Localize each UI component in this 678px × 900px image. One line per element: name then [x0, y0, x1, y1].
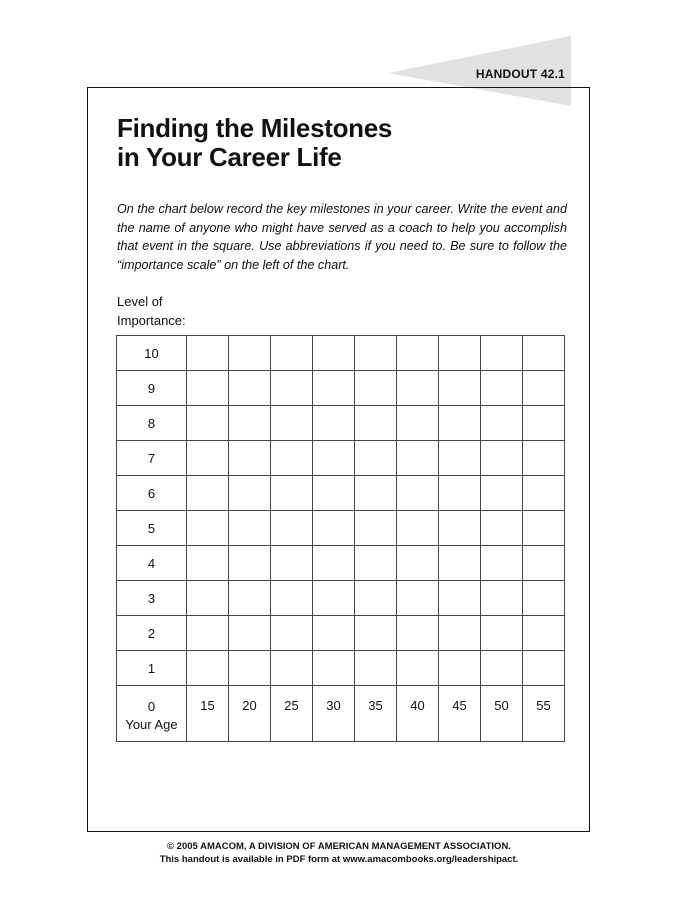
milestone-cell[interactable]	[439, 581, 481, 616]
milestone-cell[interactable]	[439, 511, 481, 546]
milestone-cell[interactable]	[397, 476, 439, 511]
milestone-cell[interactable]	[355, 546, 397, 581]
importance-row	[117, 406, 565, 441]
milestone-cell[interactable]	[481, 616, 523, 651]
milestone-cell[interactable]	[271, 336, 313, 371]
milestone-cell[interactable]	[439, 476, 481, 511]
milestone-cell[interactable]	[271, 406, 313, 441]
milestone-cell[interactable]	[187, 581, 229, 616]
milestone-cell[interactable]	[229, 371, 271, 406]
milestone-cell[interactable]	[313, 511, 355, 546]
milestone-cell[interactable]	[439, 616, 481, 651]
milestone-cell[interactable]	[397, 581, 439, 616]
milestone-cell[interactable]	[229, 546, 271, 581]
milestone-cell[interactable]	[397, 511, 439, 546]
milestone-cell[interactable]	[481, 476, 523, 511]
importance-row	[117, 511, 565, 546]
age-tick-label: 45	[439, 686, 481, 742]
milestone-cell[interactable]	[355, 511, 397, 546]
milestone-cell[interactable]	[313, 336, 355, 371]
milestone-cell[interactable]	[355, 651, 397, 686]
copyright-line: © 2005 AMACOM, A DIVISION OF AMERICAN MANAGEMENT ASSOCIATION.	[167, 841, 511, 852]
importance-row	[117, 581, 565, 616]
importance-axis-label	[117, 292, 186, 330]
milestone-cell[interactable]	[229, 616, 271, 651]
milestone-cell[interactable]	[439, 546, 481, 581]
importance-level-label: 8	[117, 406, 187, 441]
handout-number: HANDOUT 42.1	[475, 67, 565, 81]
milestone-cell[interactable]	[187, 371, 229, 406]
importance-level-label: 5	[117, 511, 187, 546]
milestone-cell[interactable]	[523, 441, 565, 476]
milestone-cell[interactable]	[355, 406, 397, 441]
milestone-cell[interactable]	[523, 371, 565, 406]
milestone-cell[interactable]	[523, 581, 565, 616]
milestone-cell[interactable]	[523, 336, 565, 371]
age-tick-label: 40	[397, 686, 439, 742]
milestone-cell[interactable]	[313, 581, 355, 616]
milestone-cell[interactable]	[271, 511, 313, 546]
milestone-cell[interactable]	[523, 511, 565, 546]
milestone-cell[interactable]	[481, 371, 523, 406]
milestone-cell[interactable]	[313, 616, 355, 651]
importance-level-label: 6	[117, 476, 187, 511]
milestone-cell[interactable]	[187, 651, 229, 686]
importance-row	[117, 371, 565, 406]
importance-level-label: 4	[117, 546, 187, 581]
age-zero-value: 0	[147, 699, 156, 714]
milestone-cell[interactable]	[229, 406, 271, 441]
age-tick-label: 30	[313, 686, 355, 742]
milestone-cell[interactable]	[355, 441, 397, 476]
milestone-cell[interactable]	[187, 406, 229, 441]
level-label-line-2: Importance:	[117, 313, 186, 328]
milestone-cell[interactable]	[271, 581, 313, 616]
milestone-cell[interactable]	[397, 371, 439, 406]
milestone-cell[interactable]	[313, 546, 355, 581]
milestone-cell[interactable]	[439, 371, 481, 406]
milestone-cell[interactable]	[355, 581, 397, 616]
milestone-cell[interactable]	[481, 651, 523, 686]
age-tick-label: 35	[355, 686, 397, 742]
milestone-cell[interactable]	[229, 511, 271, 546]
milestone-cell[interactable]	[313, 441, 355, 476]
milestone-cell[interactable]	[355, 371, 397, 406]
importance-row	[117, 651, 565, 686]
milestone-cell[interactable]	[523, 616, 565, 651]
copyright-footer	[0, 840, 678, 866]
milestone-cell[interactable]	[229, 441, 271, 476]
pdf-availability-line: This handout is available in PDF form at www.amacombooks.org/leadershipact.	[159, 854, 519, 865]
importance-row	[117, 616, 565, 651]
milestone-chart-grid	[116, 335, 565, 742]
milestone-cell[interactable]	[523, 476, 565, 511]
milestone-cell[interactable]	[271, 371, 313, 406]
milestone-cell[interactable]	[187, 511, 229, 546]
milestone-cell[interactable]	[271, 616, 313, 651]
importance-level-label: 2	[117, 616, 187, 651]
importance-level-label: 1	[117, 651, 187, 686]
milestone-cell[interactable]	[187, 546, 229, 581]
age-tick-label: 15	[187, 686, 229, 742]
milestone-cell[interactable]	[481, 441, 523, 476]
milestone-cell[interactable]	[439, 651, 481, 686]
milestone-cell[interactable]	[355, 476, 397, 511]
importance-row	[117, 441, 565, 476]
milestone-cell[interactable]	[229, 651, 271, 686]
milestone-cell[interactable]	[481, 406, 523, 441]
milestone-cell[interactable]	[397, 441, 439, 476]
milestone-cell[interactable]	[187, 476, 229, 511]
milestone-cell[interactable]	[397, 336, 439, 371]
importance-row	[117, 476, 565, 511]
milestone-cell[interactable]	[187, 616, 229, 651]
age-tick-label: 50	[481, 686, 523, 742]
age-axis-title: Your Age	[125, 717, 178, 732]
page-title	[117, 114, 392, 172]
milestone-cell[interactable]	[439, 336, 481, 371]
milestone-cell[interactable]	[271, 651, 313, 686]
milestone-cell[interactable]	[229, 336, 271, 371]
milestone-cell[interactable]	[229, 476, 271, 511]
milestone-cell[interactable]	[439, 441, 481, 476]
level-label-line-1: Level of	[117, 294, 163, 309]
importance-level-label: 10	[117, 336, 187, 371]
milestone-cell[interactable]	[271, 546, 313, 581]
age-tick-label: 25	[271, 686, 313, 742]
importance-level-label: 7	[117, 441, 187, 476]
importance-row	[117, 546, 565, 581]
age-tick-label: 55	[523, 686, 565, 742]
milestone-cell[interactable]	[439, 406, 481, 441]
milestone-cell[interactable]	[313, 651, 355, 686]
milestone-cell[interactable]	[397, 406, 439, 441]
milestone-cell[interactable]	[523, 406, 565, 441]
milestone-cell[interactable]	[397, 546, 439, 581]
milestone-cell[interactable]	[397, 616, 439, 651]
title-line-1: Finding the Milestones	[117, 113, 393, 143]
instructions-text: On the chart below record the key milestones in your career. Write the event and the name of anyone who might have served as a coach to help you accomplish that event in the square. Use abbreviations if you need to. Be sure to follow the “importance scale” on the left of the chart.	[117, 202, 567, 272]
milestone-cell[interactable]	[313, 406, 355, 441]
milestone-cell[interactable]	[481, 546, 523, 581]
milestone-cell[interactable]	[187, 441, 229, 476]
milestone-cell[interactable]	[187, 336, 229, 371]
title-line-2: in Your Career Life	[117, 142, 342, 172]
milestone-cell[interactable]	[313, 371, 355, 406]
importance-level-label: 3	[117, 581, 187, 616]
milestone-cell[interactable]	[481, 511, 523, 546]
milestone-cell[interactable]	[481, 581, 523, 616]
age-axis-row	[117, 686, 565, 742]
milestone-cell[interactable]	[271, 476, 313, 511]
importance-row	[117, 336, 565, 371]
milestone-cell[interactable]	[523, 546, 565, 581]
milestone-cell[interactable]	[271, 441, 313, 476]
milestone-cell[interactable]	[397, 651, 439, 686]
age-tick-label: 20	[229, 686, 271, 742]
milestone-cell[interactable]	[481, 336, 523, 371]
importance-level-label: 9	[117, 371, 187, 406]
milestone-cell[interactable]	[523, 651, 565, 686]
milestone-cell[interactable]	[355, 336, 397, 371]
age-axis-origin	[117, 686, 187, 742]
milestone-cell[interactable]	[313, 476, 355, 511]
milestone-cell[interactable]	[229, 581, 271, 616]
milestone-cell[interactable]	[355, 616, 397, 651]
